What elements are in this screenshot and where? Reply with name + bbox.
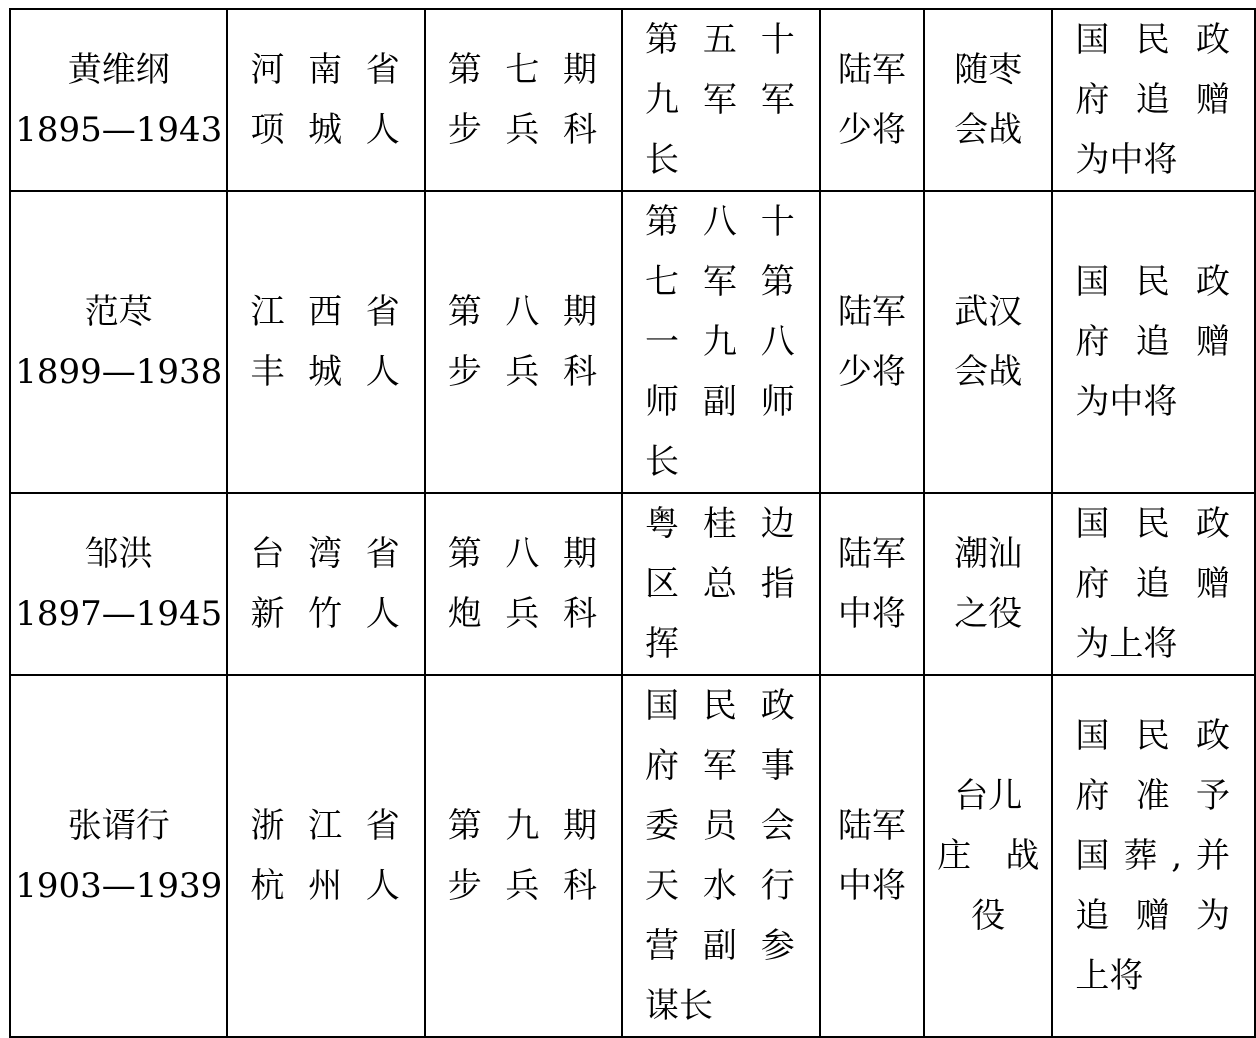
- battle-line: 潮汕: [954, 534, 1023, 574]
- origin-cell: [227, 191, 424, 493]
- honor-line: 国民政: [1075, 504, 1230, 544]
- honor-line: 国民政: [1075, 716, 1230, 756]
- origin-line: 河南省: [250, 50, 400, 90]
- class-cell: [425, 675, 622, 1037]
- battle-line: 役: [971, 896, 1006, 936]
- rank-line: 中将: [837, 594, 906, 634]
- honor-line: 国民政: [1075, 262, 1230, 302]
- position-line: 委员会: [644, 806, 795, 846]
- rank-line: 中将: [837, 866, 906, 906]
- position-line: 营副参: [644, 926, 795, 966]
- battle-cell: [924, 493, 1052, 675]
- origin-line: 项城人: [250, 110, 400, 150]
- class-line: 炮兵科: [447, 594, 597, 634]
- origin-cell: [227, 675, 424, 1037]
- battle-line: 会战: [954, 352, 1023, 392]
- class-cell: [425, 493, 622, 675]
- class-line: 步兵科: [447, 866, 597, 906]
- name-cell: [10, 9, 227, 191]
- origin-cell: [227, 493, 424, 675]
- rank-cell: [820, 493, 924, 675]
- class-cell: [425, 9, 622, 191]
- origin-line: 杭州人: [250, 866, 400, 906]
- honor-cell: [1052, 9, 1255, 191]
- name-cell: [10, 191, 227, 493]
- roster-table: [9, 8, 1256, 1038]
- class-cell: [425, 191, 622, 493]
- rank-line: 少将: [837, 110, 906, 150]
- rank-line: 陆军: [837, 806, 906, 846]
- position-line: 挥: [644, 624, 679, 664]
- position-line: 师副师: [644, 382, 795, 422]
- origin-line: 新竹人: [250, 594, 400, 634]
- years-text: 1903—1939: [15, 866, 223, 906]
- honor-cell: [1052, 191, 1255, 493]
- position-cell: [622, 675, 820, 1037]
- position-line: 长: [644, 442, 679, 482]
- origin-line: 江西省: [250, 292, 400, 332]
- years-text: 1895—1943: [15, 110, 223, 150]
- rank-cell: [820, 9, 924, 191]
- position-line: 粤桂边: [644, 504, 795, 544]
- honor-cell: [1052, 493, 1255, 675]
- position-line: 长: [644, 140, 679, 180]
- honor-line: 为上将: [1075, 624, 1178, 664]
- years-text: 1897—1945: [15, 594, 223, 634]
- honor-line: 国民政: [1075, 20, 1230, 60]
- battle-line: 台儿: [954, 776, 1023, 816]
- rank-cell: [820, 191, 924, 493]
- battle-cell: [924, 9, 1052, 191]
- position-line: 七军第: [644, 262, 795, 302]
- honor-line: 上将: [1075, 956, 1144, 996]
- honor-line: 府准予: [1075, 776, 1230, 816]
- name-cell: [10, 675, 227, 1037]
- name-cell: [10, 493, 227, 675]
- honor-line: 为中将: [1075, 140, 1178, 180]
- table-row: [10, 675, 1255, 1037]
- battle-cell: [924, 675, 1052, 1037]
- class-line: 第七期: [447, 50, 597, 90]
- rank-cell: [820, 675, 924, 1037]
- class-line: 第九期: [447, 806, 597, 846]
- origin-cell: [227, 9, 424, 191]
- honor-line: 追赠为: [1075, 896, 1230, 936]
- position-line: 天水行: [644, 866, 795, 906]
- position-cell: [622, 9, 820, 191]
- position-line: 区总指: [644, 564, 795, 604]
- position-line: 府军事: [644, 746, 795, 786]
- position-cell: [622, 493, 820, 675]
- origin-line: 台湾省: [250, 534, 400, 574]
- battle-line: 武汉: [954, 292, 1023, 332]
- class-line: 第八期: [447, 292, 597, 332]
- table-row: [10, 9, 1255, 191]
- rank-line: 陆军: [837, 50, 906, 90]
- name-text: 范荩: [84, 292, 153, 332]
- name-text: 张谞行: [67, 806, 170, 846]
- origin-line: 浙江省: [250, 806, 400, 846]
- rank-line: 少将: [837, 352, 906, 392]
- honor-cell: [1052, 675, 1255, 1037]
- battle-line: 会战: [954, 110, 1023, 150]
- battle-cell: [924, 191, 1052, 493]
- position-line: 国民政: [644, 686, 795, 726]
- position-line: 九军军: [644, 80, 795, 120]
- table-row: [10, 493, 1255, 675]
- battle-line: 之役: [954, 594, 1023, 634]
- rank-line: 陆军: [837, 534, 906, 574]
- honor-line: 为中将: [1075, 382, 1178, 422]
- class-line: 步兵科: [447, 110, 597, 150]
- table-row: [10, 191, 1255, 493]
- honor-line: 国葬,并: [1075, 836, 1230, 876]
- name-text: 邹洪: [84, 534, 153, 574]
- position-line: 谋长: [644, 986, 713, 1026]
- class-line: 第八期: [447, 534, 597, 574]
- class-line: 步兵科: [447, 352, 597, 392]
- position-line: 第五十: [644, 20, 795, 60]
- name-text: 黄维纲: [67, 50, 170, 90]
- honor-line: 府追赠: [1075, 564, 1230, 604]
- battle-line: 庄战: [937, 836, 1040, 876]
- position-line: 第八十: [644, 202, 795, 242]
- years-text: 1899—1938: [15, 352, 223, 392]
- honor-line: 府追赠: [1075, 80, 1230, 120]
- position-cell: [622, 191, 820, 493]
- rank-line: 陆军: [837, 292, 906, 332]
- position-line: 一九八: [644, 322, 795, 362]
- honor-line: 府追赠: [1075, 322, 1230, 362]
- battle-line: 随枣: [954, 50, 1023, 90]
- origin-line: 丰城人: [250, 352, 400, 392]
